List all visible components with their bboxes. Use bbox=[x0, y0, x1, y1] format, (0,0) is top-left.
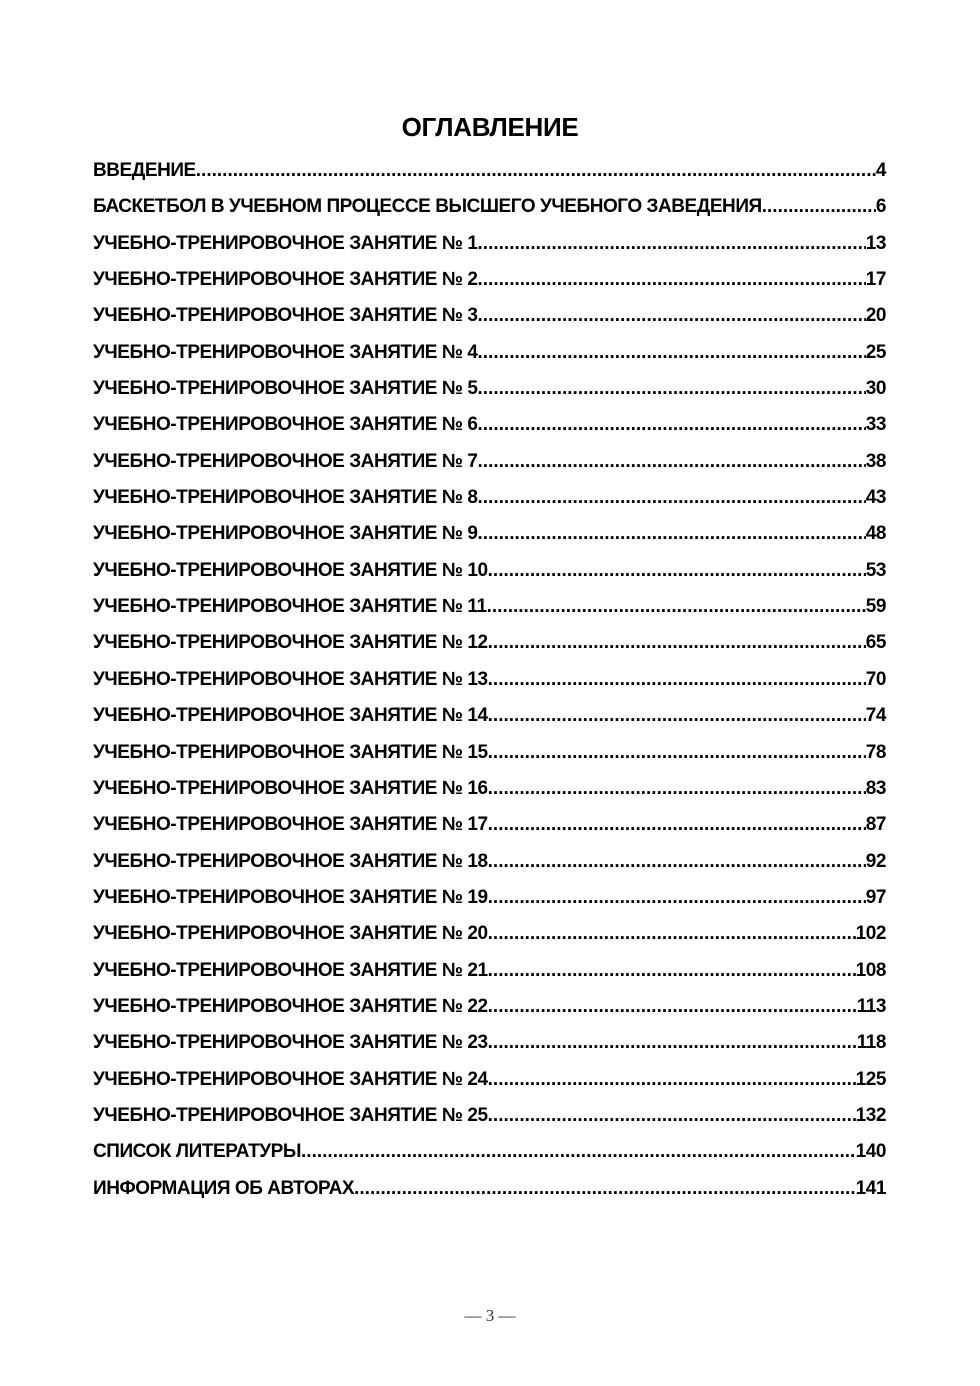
toc-dot-leader bbox=[488, 698, 866, 734]
toc-entry-page: 74 bbox=[865, 705, 886, 727]
toc-entry[interactable] bbox=[93, 1025, 886, 1061]
toc-dot-leader bbox=[488, 662, 866, 698]
toc-entry-label: БАСКЕТБОЛ В УЧЕБНОМ ПРОЦЕССЕ ВЫСШЕГО УЧЕБНОГО ЗАВЕДЕНИЯ bbox=[93, 196, 762, 218]
toc-dot-leader bbox=[478, 298, 866, 334]
toc-entry-page: 59 bbox=[865, 596, 886, 618]
toc-dot-leader bbox=[478, 407, 866, 443]
toc-entry-label: УЧЕБНО-ТРЕНИРОВОЧНОЕ ЗАНЯТИЕ № 1 bbox=[93, 232, 478, 254]
toc-entry[interactable] bbox=[93, 953, 886, 989]
toc-dot-leader bbox=[478, 444, 866, 480]
toc-entry-page: 25 bbox=[865, 341, 886, 363]
toc-entry[interactable] bbox=[93, 1098, 886, 1134]
toc-dot-leader bbox=[488, 844, 866, 880]
toc-entry-page: 20 bbox=[865, 305, 886, 327]
toc-entry-label: УЧЕБНО-ТРЕНИРОВОЧНОЕ ЗАНЯТИЕ № 2 bbox=[93, 269, 478, 291]
toc-dot-leader bbox=[478, 480, 866, 516]
toc-entry[interactable] bbox=[93, 880, 886, 916]
toc-entry-label: УЧЕБНО-ТРЕНИРОВОЧНОЕ ЗАНЯТИЕ № 7 bbox=[93, 450, 478, 472]
toc-entry[interactable] bbox=[93, 407, 886, 443]
toc-entry-page: 38 bbox=[865, 450, 886, 472]
toc-dot-leader bbox=[488, 989, 857, 1025]
toc-dot-leader bbox=[478, 516, 866, 552]
toc-entry-label: УЧЕБНО-ТРЕНИРОВОЧНОЕ ЗАНЯТИЕ № 10 bbox=[93, 559, 488, 581]
toc-dot-leader bbox=[488, 916, 856, 952]
toc-entry-page: 140 bbox=[855, 1141, 886, 1163]
toc-entry-page: 65 bbox=[865, 632, 886, 654]
toc-dot-leader bbox=[301, 1134, 856, 1170]
toc-entry-label: УЧЕБНО-ТРЕНИРОВОЧНОЕ ЗАНЯТИЕ № 8 bbox=[93, 487, 478, 509]
toc-entry-label: УЧЕБНО-ТРЕНИРОВОЧНОЕ ЗАНЯТИЕ № 5 bbox=[93, 378, 478, 400]
toc-entry[interactable] bbox=[93, 589, 886, 625]
toc-entry-page: 13 bbox=[865, 232, 886, 254]
toc-dot-leader bbox=[488, 553, 866, 589]
toc-entry[interactable] bbox=[93, 916, 886, 952]
toc-entry-page: 118 bbox=[856, 1032, 886, 1054]
toc-entry[interactable] bbox=[93, 335, 886, 371]
toc-entry[interactable] bbox=[93, 1062, 886, 1098]
toc-entry-page: 70 bbox=[865, 668, 886, 690]
toc-entry[interactable] bbox=[93, 844, 886, 880]
toc-entry[interactable] bbox=[93, 298, 886, 334]
toc-entry[interactable] bbox=[93, 625, 886, 661]
toc-entry-label: УЧЕБНО-ТРЕНИРОВОЧНОЕ ЗАНЯТИЕ № 22 bbox=[93, 995, 488, 1017]
toc-entry[interactable] bbox=[93, 735, 886, 771]
toc-entry-page: 83 bbox=[865, 777, 886, 799]
toc-entry-page: 48 bbox=[865, 523, 886, 545]
toc-entry[interactable] bbox=[93, 553, 886, 589]
toc-dot-leader bbox=[478, 335, 866, 371]
toc-entry-label: УЧЕБНО-ТРЕНИРОВОЧНОЕ ЗАНЯТИЕ № 17 bbox=[93, 814, 488, 836]
toc-entry-label: УЧЕБНО-ТРЕНИРОВОЧНОЕ ЗАНЯТИЕ № 25 bbox=[93, 1104, 488, 1126]
toc-entry-page: 78 bbox=[865, 741, 886, 763]
toc-entry-page: 30 bbox=[865, 378, 886, 400]
toc-entry-label: УЧЕБНО-ТРЕНИРОВОЧНОЕ ЗАНЯТИЕ № 9 bbox=[93, 523, 478, 545]
toc-dot-leader bbox=[478, 226, 866, 262]
toc-entry[interactable] bbox=[93, 226, 886, 262]
toc-entry[interactable] bbox=[93, 989, 886, 1025]
toc-dot-leader bbox=[488, 1025, 857, 1061]
toc-entry-page: 141 bbox=[855, 1177, 886, 1199]
toc-dot-leader bbox=[478, 262, 866, 298]
toc-entry-page: 102 bbox=[855, 923, 886, 945]
toc-entry[interactable] bbox=[93, 1171, 886, 1207]
toc-entry-label: УЧЕБНО-ТРЕНИРОВОЧНОЕ ЗАНЯТИЕ № 4 bbox=[93, 341, 478, 363]
toc-dot-leader bbox=[488, 1062, 856, 1098]
toc-dot-leader bbox=[488, 1098, 856, 1134]
toc-entry-label: УЧЕБНО-ТРЕНИРОВОЧНОЕ ЗАНЯТИЕ № 3 bbox=[93, 305, 478, 327]
toc-dot-leader bbox=[488, 880, 866, 916]
toc-entry[interactable] bbox=[93, 771, 886, 807]
page-number: — 3 — bbox=[464, 1306, 516, 1325]
toc-dot-leader bbox=[488, 953, 856, 989]
toc-dot-leader bbox=[488, 807, 866, 843]
toc-entry-page: 113 bbox=[856, 995, 886, 1017]
toc-entry-label: УЧЕБНО-ТРЕНИРОВОЧНОЕ ЗАНЯТИЕ № 16 bbox=[93, 777, 488, 799]
toc-dot-leader bbox=[478, 371, 866, 407]
toc-entry-label: СПИСОК ЛИТЕРАТУРЫ bbox=[93, 1141, 302, 1163]
toc-entry-page: 33 bbox=[865, 414, 886, 436]
table-of-contents bbox=[93, 153, 886, 1207]
toc-entry-page: 108 bbox=[855, 959, 886, 981]
toc-entry-page: 87 bbox=[865, 814, 886, 836]
toc-dot-leader bbox=[487, 589, 866, 625]
toc-entry[interactable] bbox=[93, 1134, 886, 1170]
page-title: ОГЛАВЛЕНИЕ bbox=[401, 112, 579, 143]
toc-entry-page: 43 bbox=[865, 487, 886, 509]
toc-entry-label: УЧЕБНО-ТРЕНИРОВОЧНОЕ ЗАНЯТИЕ № 19 bbox=[93, 886, 488, 908]
toc-entry-label: УЧЕБНО-ТРЕНИРОВОЧНОЕ ЗАНЯТИЕ № 12 bbox=[93, 632, 488, 654]
toc-entry[interactable] bbox=[93, 189, 886, 225]
toc-entry-page: 4 bbox=[875, 160, 886, 181]
toc-entry-page: 17 bbox=[865, 269, 886, 291]
toc-entry-page: 53 bbox=[865, 559, 886, 581]
toc-dot-leader bbox=[488, 771, 866, 807]
toc-dot-leader bbox=[488, 625, 866, 661]
toc-entry-label: ВВЕДЕНИЕ bbox=[93, 160, 196, 181]
toc-dot-leader bbox=[354, 1171, 856, 1207]
toc-entry-label: УЧЕБНО-ТРЕНИРОВОЧНОЕ ЗАНЯТИЕ № 13 bbox=[93, 668, 488, 690]
toc-entry-label: УЧЕБНО-ТРЕНИРОВОЧНОЕ ЗАНЯТИЕ № 20 bbox=[93, 923, 488, 945]
toc-entry[interactable] bbox=[93, 698, 886, 734]
toc-entry[interactable] bbox=[93, 662, 886, 698]
toc-entry-page: 125 bbox=[855, 1068, 886, 1090]
toc-entry-page: 92 bbox=[865, 850, 886, 872]
toc-entry[interactable] bbox=[93, 516, 886, 552]
toc-entry-label: УЧЕБНО-ТРЕНИРОВОЧНОЕ ЗАНЯТИЕ № 6 bbox=[93, 414, 478, 436]
toc-entry[interactable] bbox=[93, 153, 886, 189]
toc-entry-label: УЧЕБНО-ТРЕНИРОВОЧНОЕ ЗАНЯТИЕ № 21 bbox=[93, 959, 488, 981]
toc-entry[interactable] bbox=[93, 480, 886, 516]
toc-entry[interactable] bbox=[93, 807, 886, 843]
toc-dot-leader bbox=[196, 153, 876, 189]
toc-dot-leader bbox=[488, 735, 866, 771]
toc-entry[interactable] bbox=[93, 444, 886, 480]
toc-entry-page: 97 bbox=[865, 886, 886, 908]
toc-entry[interactable] bbox=[93, 262, 886, 298]
toc-entry-page: 132 bbox=[855, 1104, 886, 1126]
toc-dot-leader bbox=[762, 189, 876, 225]
toc-entry-label: УЧЕБНО-ТРЕНИРОВОЧНОЕ ЗАНЯТИЕ № 15 bbox=[93, 741, 488, 763]
toc-entry-label: УЧЕБНО-ТРЕНИРОВОЧНОЕ ЗАНЯТИЕ № 11 bbox=[93, 596, 487, 618]
toc-entry-label: УЧЕБНО-ТРЕНИРОВОЧНОЕ ЗАНЯТИЕ № 23 bbox=[93, 1032, 488, 1054]
toc-entry-label: ИНФОРМАЦИЯ ОБ АВТОРАХ bbox=[93, 1177, 355, 1199]
toc-entry-label: УЧЕБНО-ТРЕНИРОВОЧНОЕ ЗАНЯТИЕ № 24 bbox=[93, 1068, 488, 1090]
toc-entry-label: УЧЕБНО-ТРЕНИРОВОЧНОЕ ЗАНЯТИЕ № 14 bbox=[93, 705, 488, 727]
toc-entry-label: УЧЕБНО-ТРЕНИРОВОЧНОЕ ЗАНЯТИЕ № 18 bbox=[93, 850, 488, 872]
toc-entry-page: 6 bbox=[875, 196, 886, 218]
toc-entry[interactable] bbox=[93, 371, 886, 407]
